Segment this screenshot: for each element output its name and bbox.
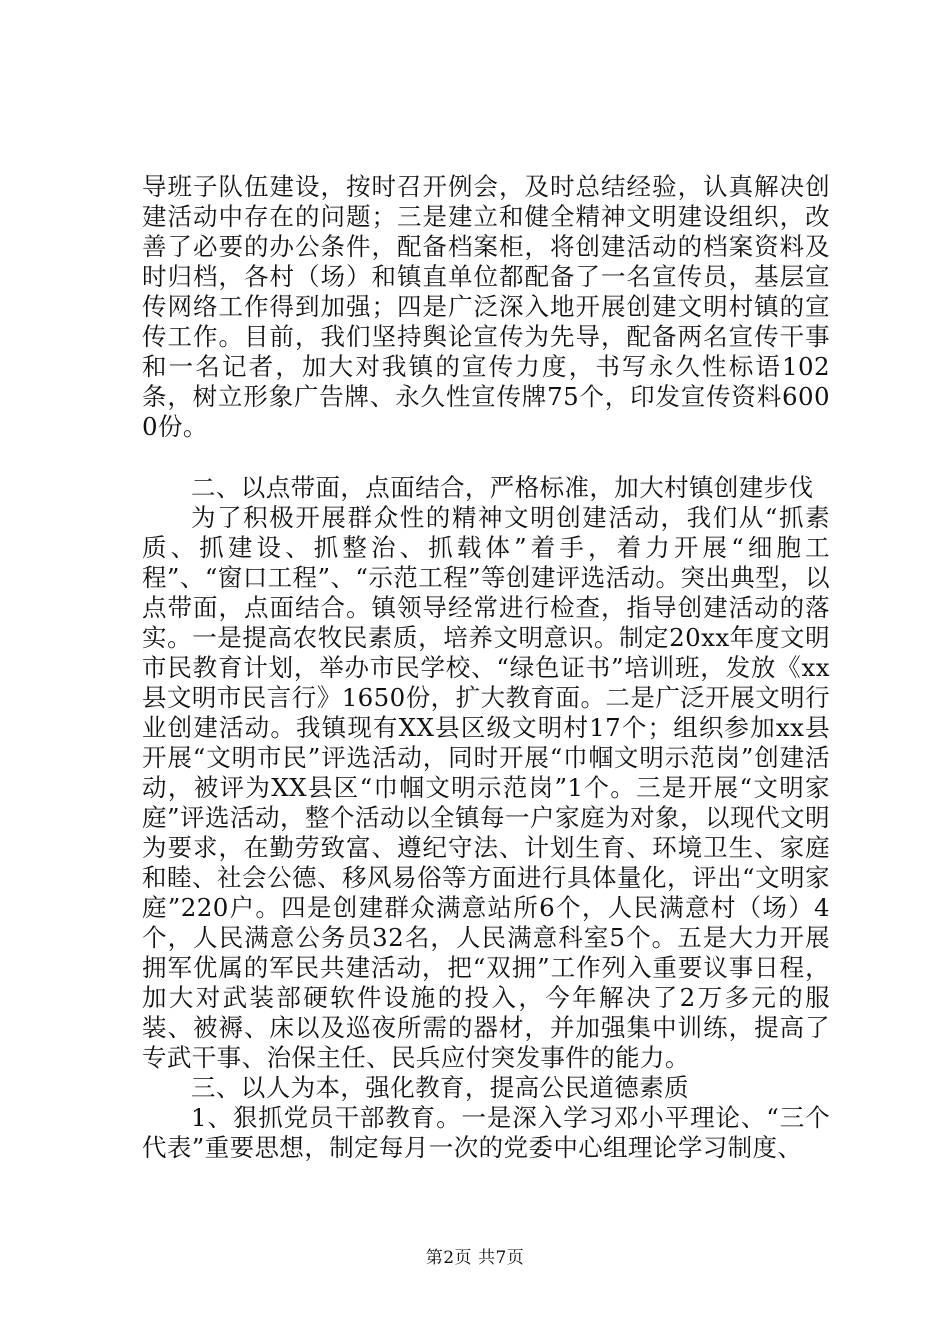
paragraph-civilization-creation: 为了积极开展群众性的精神文明创建活动，我们从“抓素质、抓建设、抓整治、抓载体”着手，着力开展“细胞工程”、“窗口工程”、“示范工程”等创建评选活动。突出典型，以点带面，点面结合。镇领导经常进行检查，指导创建活动的落实。一是提高农牧民素质，培养文明意识。制定20xx年度文明市民教育计划，举办市民学校、“绿色证书”培训班，发放《xx县文明市民言行》1650份，扩大教育面。二是广泛开展文明行业创建活动。我镇现有XX县区级文明村17个；组织参加xx县开展“文明市民”评选活动，同时开展“巾帼文明示范岗”创建活动，被评为XX县区“巾帼文明示范岗”1个。三是开展“文明家庭”评选活动，整个活动以全镇每一户家庭为对象，以现代文明为要求，在勤劳致富、遵纪守法、计划生育、环境卫生、家庭和睦、社会公德、移风易俗等方面进行具体量化，评出“文明家庭”220户。四是创建群众满意站所6个，人民满意村（场）4个，人民满意公务员32名，人民满意科室5个。五是大力开展拥军优属的军民共建活动，把“双拥”工作列入重要议事日程，加大对武装部硬软件设施的投入，今年解决了2万多元的服装、被褥、床以及巡夜所需的器材，并加强集中训练，提高了专武干事、治保主任、民兵应付突发事件的能力。 (142, 503, 830, 1072)
section-heading-two: 二、以点带面，点面结合，严格标准，加大村镇创建步伐 (191, 473, 814, 502)
page-number-footer: 第2页 共7页 (425, 1248, 525, 1268)
paragraph-cadre-education: 1、狠抓党员干部教育。一是深入学习邓小平理论、“三个代表”重要思想，制定每月一次的党委中心组理论学习制度、 (142, 1103, 830, 1162)
paragraph-propaganda-work: 导班子队伍建设，按时召开例会，及时总结经验，认真解决创建活动中存在的问题；三是建立和健全精神文明建设组织，改善了必要的办公条件，配备档案柜，将创建活动的档案资料及时归档，各村（场）和镇直单位都配备了一名宣传员，基层宣传网络工作得到加强；四是广泛深入地开展创建文明村镇的宣传工作。目前，我们坚持舆论宣传为先导，配备两名宣传干事和一名记者，加大对我镇的宣传力度，书写永久性标语102条，树立形象广告牌、永久性宣传牌75个，印发宣传资料6000份。 (142, 172, 830, 441)
section-heading-three: 三、以人为本，强化教育，提高公民道德素质 (191, 1073, 689, 1102)
document-body (142, 172, 830, 1163)
